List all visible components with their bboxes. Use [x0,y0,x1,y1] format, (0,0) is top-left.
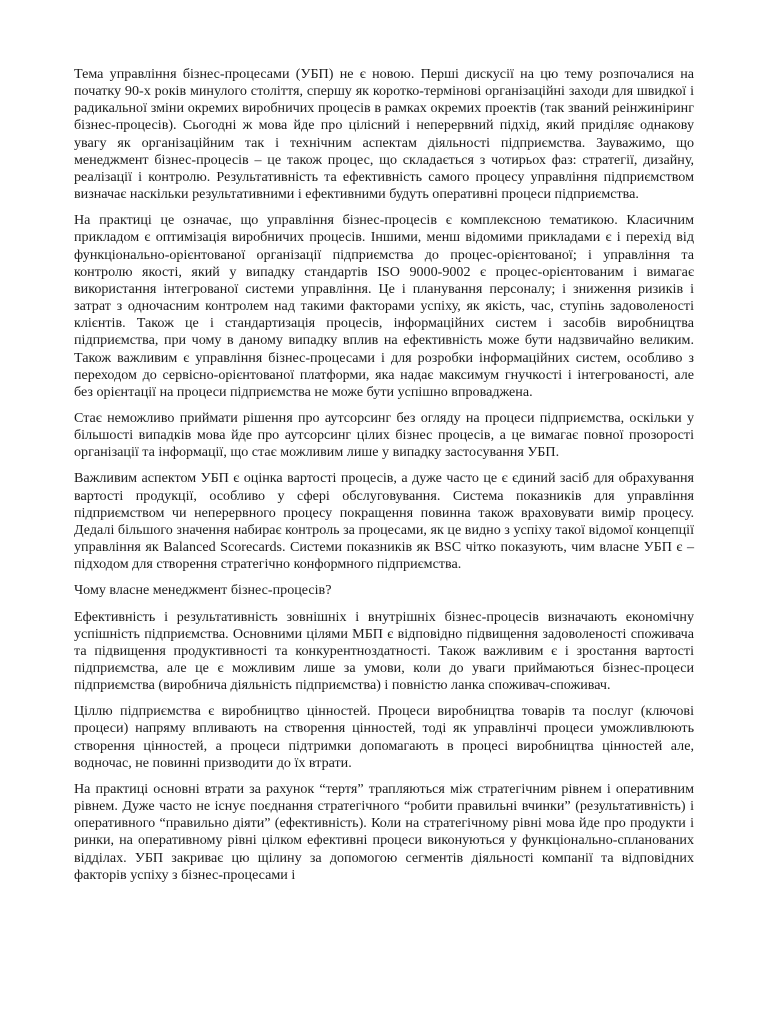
paragraph-intro: Тема управління бізнес-процесами (УБП) не є новою. Перші дискусії на цю тему розпочалися на початку 90-х років минулого століття, спершу як коротко-термінові організаційні заходи для швидкої і радикальної зміни окремих виробничих процесів в рамках окремих проектів (так званий реінжиніринг бізнес-процесів). Сьогодні ж мова йде про цілісний і неперервний підхід, який приділяє однакову увагу як організаційним так і технічним аспектам діяльності підприємства. Зауважимо, що менеджмент бізнес-процесів – це також процес, що складається з чотирьох фаз: стратегії, дизайну, реалізації і контролю. Результативність та ефективність самого процесу управління підприємством визначає наскільки результативними і ефективними будуть оперативні процеси підприємства. [74,66,694,203]
paragraph-practice: На практиці це означає, що управління бізнес-процесів є комплексною тематикою. Класичним прикладом є оптимізація виробничих процесів. Іншими, менш відомими прикладами є і перехід від функціонально-орієнтованої організації підприємства до процес-орієнтованої; і управління та контролю якості, який у випадку стандартів ISO 9000-9002 є процес-орієнтованим і вимагає використання інтегрованої системи управління. Це і планування персоналу; і зниження ризиків і затрат з одночасним контролем над такими факторами успіху, як якість, час, ступінь задоволеності клієнтів. Також це і стандартизація процесів, інформаційних систем і засобів виробництва підприємства, при чому в даному випадку вплив на ефективність може бути надзвичайно великим. Також важливим є управління бізнес-процесами і для розробки інформаційних систем, особливо з переходом до сервісно-орієнтованої платформи, яка надає максимум гнучкості і інтегрованості, але без орієнтації на процеси підприємства не може бути успішно впроваджена. [74,212,694,400]
section-question: Чому власне менеджмент бізнес-процесів? [74,582,332,599]
document-page [74,66,694,893]
paragraph-outsourcing: Стає неможливо приймати рішення про аутсорсинг без огляду на процеси підприємства, оскільки у більшості випадків мова йде про аутсорсинг цілих бізнес процесів, а це вимагає повної прозорості організації та інформації, що стає можливим лише у випадку застосування УБП. [74,409,694,461]
paragraph-friction: На практиці основні втрати за рахунок “тертя” трапляються між стратегічним рівнем і оперативним рівнем. Дуже часто не існує поєднання стратегічного “робити правильні вчинки” (результативність) і оперативного “правильно діяти” (ефективність). Коли на стратегічному рівні мова йде про продукти і ринки, на оперативному рівні цілком ефективні процеси виконуються у функціонально-спланованих відділах. УБП закриває цю щілину за допомогою сегментів діяльності компанії та відповідних факторів успіху з бізнес-процесами і [74,780,694,883]
paragraph-effectiveness: Ефективність і результативність зовнішніх і внутрішніх бізнес-процесів визначають економічну успішність підприємства. Основними цілями МБП є відповідно підвищення задоволеності споживача та підвищення продуктивності та конкурентноздатності. Також важливим є і зростання вартості підприємства, але це є можливим лише за умови, коли до уваги приймаються бізнес-процеси підприємства (виробнича діяльність підприємства) і повністю ланка споживач-споживач. [74,608,694,694]
paragraph-value-creation: Ціллю підприємства є виробництво цінностей. Процеси виробництва товарів та послуг (ключові процеси) напряму впливають на створення цінностей, тоді як управлінчі процеси уможливлюють створення цінностей, а процеси підтримки допомагають в процесі виробництва цінностей але, водночас, не повинні призводити до їх втрати. [74,703,694,771]
paragraph-cost-evaluation: Важливим аспектом УБП є оцінка вартості процесів, а дуже часто це є єдиний засіб для обрахування вартості продукції, особливо у сфері обслуговування. Система показників для управління підприємством чи неперервного процесу покращення повинна також враховувати вимір процесу. Дедалі більшого значення набирає контроль за процесами, як це видно з успіху такої відомої концепції управління як Balanced Scorecards. Системи показників як BSC чітко показують, чим власне УБП є – підходом для створення стратегічно конформного підприємства. [74,470,694,573]
